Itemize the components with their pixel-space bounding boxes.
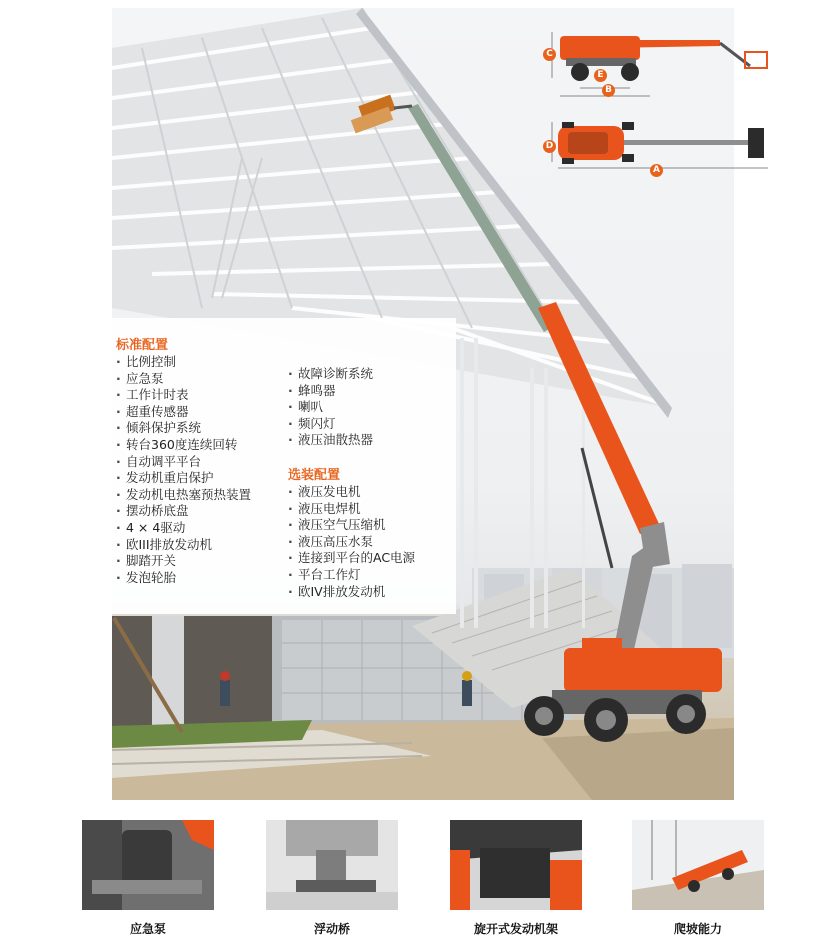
standard-column-2 [288, 366, 373, 449]
optional-item: · 欧IV排放发动机 [288, 584, 415, 601]
thumb-swing-out-engine [450, 820, 582, 910]
thumb-caption: 浮动桥 [313, 922, 350, 936]
standard-item: · 工作计时表 [116, 387, 251, 404]
dimension-b-marker: B [602, 84, 615, 97]
standard-item: · 脚踏开关 [116, 553, 251, 570]
standard-item: · 喇叭 [288, 399, 373, 416]
standard-item: · 发泡轮胎 [116, 570, 251, 587]
standard-column-1 [116, 338, 251, 586]
dimension-e-marker: E [594, 69, 607, 82]
thumb-emergency-pump [82, 820, 214, 910]
thumb-caption: 旋开式发动机架 [473, 922, 558, 936]
dimension-d-marker: D [543, 140, 556, 153]
optional-item: · 液压高压水泵 [288, 534, 415, 551]
optional-item: · 连接到平台的AC电源 [288, 550, 415, 567]
top-view-diagram [540, 118, 780, 180]
standard-item: · 频闪灯 [288, 416, 373, 433]
optional-item: · 液压发电机 [288, 484, 415, 501]
thumb-gradeability [632, 820, 764, 910]
spec-panel [112, 318, 456, 614]
optional-item: · 平台工作灯 [288, 567, 415, 584]
standard-item: · 超重传感器 [116, 404, 251, 421]
optional-item: · 液压电焊机 [288, 501, 415, 518]
dimension-c-marker: C [543, 48, 556, 61]
standard-item: · 蜂鸣器 [288, 383, 373, 400]
standard-item: · 欧III排放发动机 [116, 537, 251, 554]
dimension-a-marker: A [650, 164, 663, 177]
standard-item: · 自动调平平台 [116, 454, 251, 471]
side-view-diagram [540, 22, 780, 102]
standard-item: · 发动机重启保护 [116, 470, 251, 487]
optional-item: · 液压空气压缩机 [288, 517, 415, 534]
standard-item: · 应急泵 [116, 371, 251, 388]
standard-item: · 转台360度连续回转 [116, 437, 251, 454]
standard-item: · 故障诊断系统 [288, 366, 373, 383]
thumb-caption: 应急泵 [129, 922, 166, 936]
thumb-floating-axle [266, 820, 398, 910]
optional-heading: 选装配置 [288, 468, 341, 483]
standard-item: · 发动机电热塞预热装置 [116, 487, 251, 504]
standard-item: · 摆动桥底盘 [116, 503, 251, 520]
standard-item: · 比例控制 [116, 354, 251, 371]
optional-column [288, 468, 415, 600]
standard-heading: 标准配置 [116, 338, 169, 353]
standard-item: · 液压油散热器 [288, 432, 373, 449]
standard-item: · 倾斜保护系统 [116, 420, 251, 437]
standard-item: · 4 × 4驱动 [116, 520, 251, 537]
thumb-caption: 爬坡能力 [673, 922, 722, 936]
